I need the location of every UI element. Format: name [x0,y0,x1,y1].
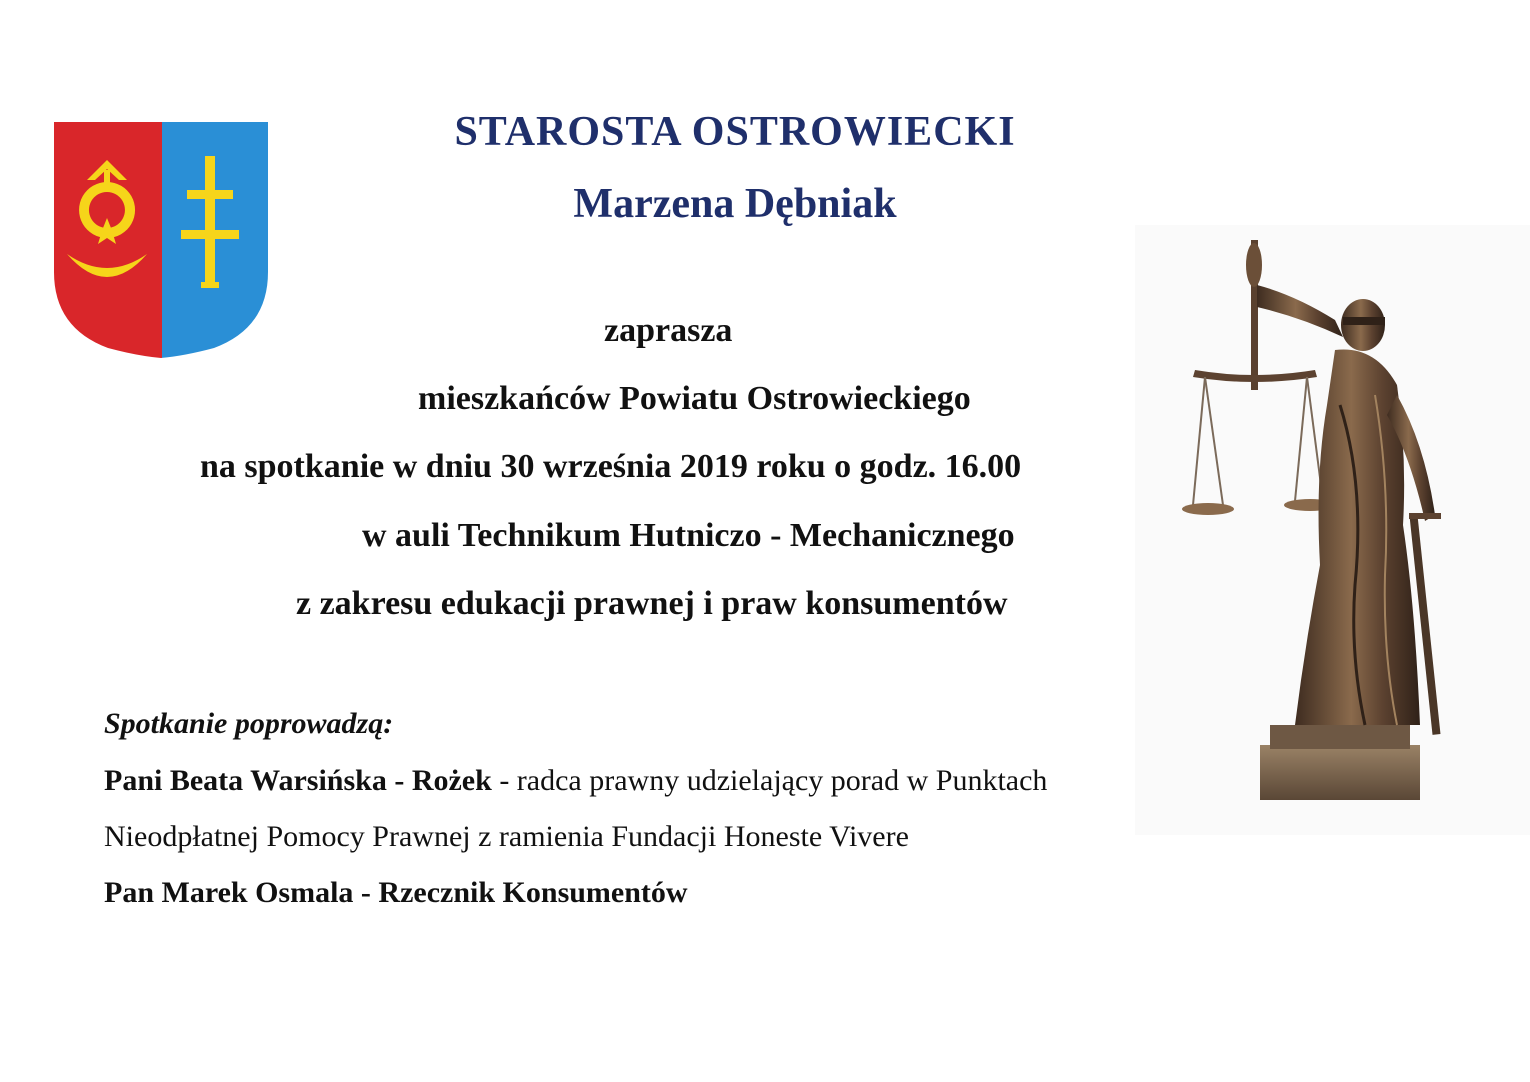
invite-topic: z zakresu edukacji prawnej i praw konsumentów [296,585,1008,622]
host1-line [104,764,1047,798]
host1-line2: Nieodpłatnej Pomocy Prawnej z ramienia Fundacji Honeste Vivere [104,820,909,853]
invite-verb: zaprasza [604,312,733,349]
invite-audience: mieszkańców Powiatu Ostrowieckiego [418,380,971,417]
invite-place: w auli Technikum Hutniczo - Mechanicznego [362,517,1015,554]
host-name-title: Marzena Dębniak [573,181,897,227]
coat-of-arms-icon [54,122,268,358]
host1-description: - radca prawny udzielający porad w Punktach [491,764,1048,797]
host2-line: Pan Marek Osmala - Rzecznik Konsumentów [104,876,688,909]
hosts-heading: Spotkanie poprowadzą: [104,707,394,740]
page-title: STAROSTA OSTROWIECKI [454,109,1016,155]
host1-name: Pani Beata Warsińska - Rożek [104,764,492,797]
invite-date: na spotkanie w dniu 30 września 2019 roku o godz. 16.00 [200,448,1022,485]
lady-justice-statue [1135,225,1530,835]
date-line-clip [0,440,1128,500]
